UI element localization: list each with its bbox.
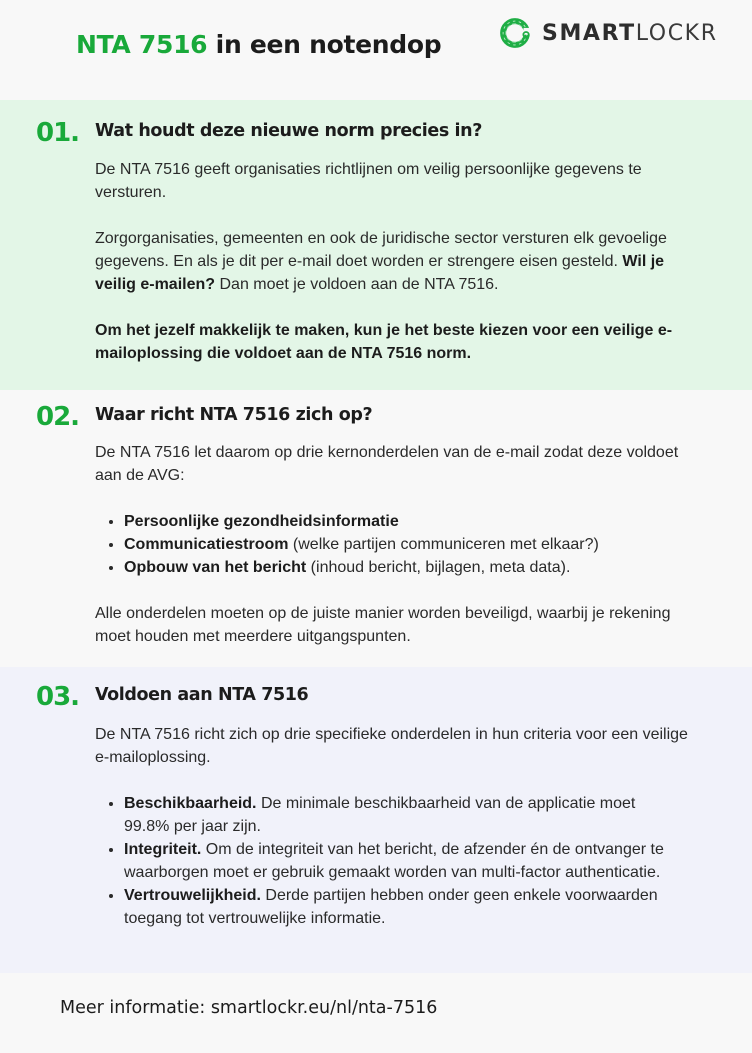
logo-lockr: LOCKR — [635, 20, 718, 46]
circular-circuit-logo-icon — [498, 16, 532, 50]
section-body — [95, 723, 705, 930]
section-heading: Waar richt NTA 7516 zich op? — [95, 405, 373, 425]
section-heading: Wat houdt deze nieuwe norm precies in? — [95, 121, 482, 141]
list-item — [124, 792, 684, 838]
text-span: Om de integriteit van het bericht, de afzender én de ontvanger te waarborgen moet er gebruik gemaakt worden van multi-factor authenticatie. — [124, 841, 664, 881]
text-span: Dan moet je voldoen aan de NTA 7516. — [215, 276, 499, 293]
paragraph: De NTA 7516 geeft organisaties richtlijnen om veilig persoonlijke gegevens te versturen. — [95, 161, 642, 201]
text-span: (inhoud bericht, bijlagen, meta data). — [306, 559, 571, 576]
bullet-list — [95, 792, 684, 930]
text-span: Derde partijen hebben onder geen enkele voorwaarden toegang tot vertrouwelijke informatie. — [124, 887, 658, 927]
paragraph — [95, 319, 705, 365]
paragraph — [95, 227, 705, 296]
bold-text: Integriteit. — [124, 841, 202, 858]
paragraph: De NTA 7516 richt zich op drie specifieke onderdelen in hun criteria voor een veilige e-mailoplossing. — [95, 726, 688, 766]
title-accent: NTA 7516 — [76, 30, 208, 59]
section-number: 02. — [36, 402, 80, 432]
paragraph: Alle onderdelen moeten op de juiste manier worden beveiligd, waarbij je rekening moet houden met meerdere uitgangspunten. — [95, 605, 671, 645]
section-01 — [0, 100, 752, 390]
paragraph: De NTA 7516 let daarom op drie kernonderdelen van de e-mail zodat deze voldoet aan de AVG: — [95, 444, 679, 484]
bold-text: Wil je veilig e-mailen? — [95, 253, 665, 293]
bold-text: Vertrouwelijkheid. — [124, 887, 261, 904]
list-item — [124, 884, 684, 930]
bold-text: Persoonlijke gezondheidsinformatie — [124, 513, 399, 530]
header — [0, 0, 752, 100]
bold-text: Communicatiestroom — [124, 536, 289, 553]
list-item — [124, 533, 705, 556]
bold-text: Opbouw van het bericht — [124, 559, 307, 576]
bold-text: Beschikbaarheid. — [124, 795, 257, 812]
logo-wordmark — [542, 21, 718, 46]
section-body — [95, 158, 705, 365]
bullet-list — [95, 510, 705, 579]
footer-link[interactable]: Meer informatie: smartlockr.eu/nl/nta-7516 — [60, 998, 438, 1018]
page-title — [76, 30, 441, 59]
section-number: 01. — [36, 118, 80, 148]
section-body — [95, 441, 705, 648]
text-span: De minimale beschikbaarheid van de applicatie moet 99.8% per jaar zijn. — [124, 795, 636, 835]
section-number: 03. — [36, 682, 80, 712]
smartlockr-logo — [498, 16, 718, 50]
text-span: (welke partijen communiceren met elkaar?) — [288, 536, 599, 553]
list-item — [124, 510, 705, 533]
text-span: Zorgorganisaties, gemeenten en ook de juridische sector versturen elk gevoelige gegevens. En als je dit per e-mail doet worden er strengere eisen gesteld. — [95, 230, 667, 270]
list-item — [124, 556, 705, 579]
section-03 — [0, 667, 752, 973]
bold-text: Om het jezelf makkelijk te maken, kun je het beste kiezen voor een veilige e-mailoplossing die voldoet aan de NTA 7516 norm. — [95, 322, 673, 362]
section-02 — [0, 390, 752, 667]
list-item — [124, 838, 684, 884]
title-rest: in een notendop — [207, 30, 442, 59]
section-heading: Voldoen aan NTA 7516 — [95, 685, 309, 705]
logo-smart: SMART — [542, 20, 636, 46]
